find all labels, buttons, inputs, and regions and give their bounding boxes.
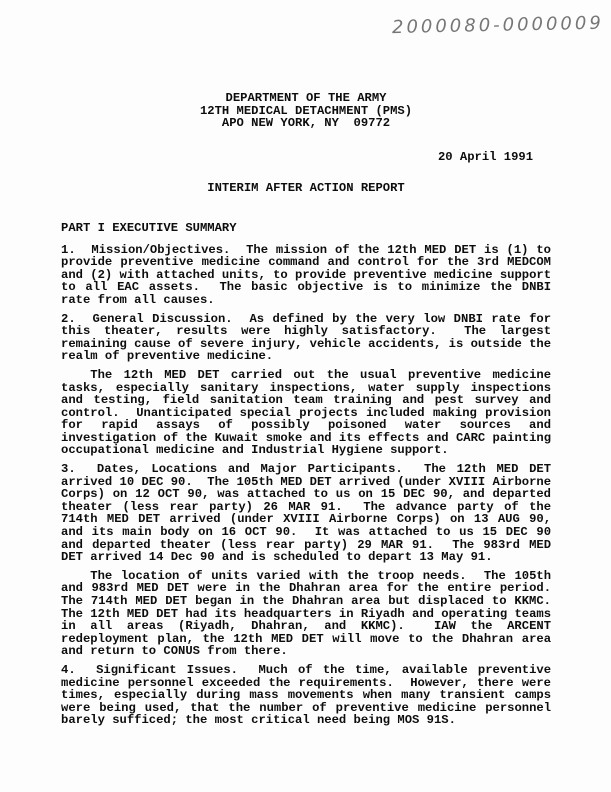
letterhead-line-address: APO NEW YORK, NY 09772 [221,116,391,131]
paragraph: 1. Mission/Objectives. The mission of the 12th MED DET is (1) to provide preventive medicine command and control for the 3rd MEDCOM and (2) with attached units, to provide preventive medicine support to all EAC assets. The basic objective is to minimize the DNBI rate from all causes. [61,242,559,307]
letterhead [61,92,551,130]
document-content [61,0,566,733]
section-heading-part-1: PART I EXECUTIVE SUMMARY [61,220,237,235]
paragraph: The 12th MED DET carried out the usual preventive medicine tasks, especially sanitary inspections, water supply inspections and testing, field sanitation team training and pest survey and control. Unanticipated special projects included making provision for rapid assays of possibly poisoned water sources and investigation of the Kuwait smoke and its effects and CARC painting occupational medicine and Industrial Hygiene support. [61,367,559,458]
report-title: INTERIM AFTER ACTION REPORT [207,181,405,196]
paragraph: 4. Significant Issues. Much of the time, available preventive medicine personnel exceeded the requirements. However, there were times, especially during mass movements when many transient camps were being used, that the number of preventive medicine personnel barely sufficed; the most critical need being MOS 91S. [61,662,559,728]
paragraph: The location of units varied with the troop needs. The 105th and 983rd MED DET were in the Dhahran area for the entire period. The 714th MED DET began in the Dhahran area but displaced to KKMC. The 12th MED DET had its headquarters in Riyadh and operating teams in all areas (Riyadh, Dhahran, and KKMC). IAW the ARCENT redeployment plan, the 12th MED DET will move to the Dhahran area and return to CONUS from there. [61,568,566,659]
paragraph: 2. General Discussion. As defined by the very low DNBI rate for this theater, results were highly satisfactory. The largest remaining cause of severe injury, vehicle accidents, is outside the realm of preventive medicine. [61,311,559,364]
paragraph: 3. Dates, Locations and Major Participants. The 12th MED DET arrived 10 DEC 90. The 105th MED DET arrived (under XVIII Airborne Corps) on 12 OCT 90, was attached to us on 15 DEC 90, and departed theater (less rear party) 26 MAR 91. The advance party of the 714th MED DET arrived (under XVIII Airborne Corps) on 13 AUG 90, and its main body on 16 OCT 90. It was attached to us 15 DEC 90 and departed theater (less rear party) 29 MAR 91. The 983rd MED DET arrived 14 Dec 90 and is scheduled to depart 13 May 91. [61,462,559,565]
letterhead-line-department: DEPARTMENT OF THE ARMY [225,91,387,105]
date-line: 20 April 1991 [437,149,534,164]
letterhead-line-unit: 12TH MEDICAL DETACHMENT (PMS) [199,103,413,118]
handwritten-document-number: 2000080-0000009 [391,12,605,39]
paragraph-list [61,242,566,728]
